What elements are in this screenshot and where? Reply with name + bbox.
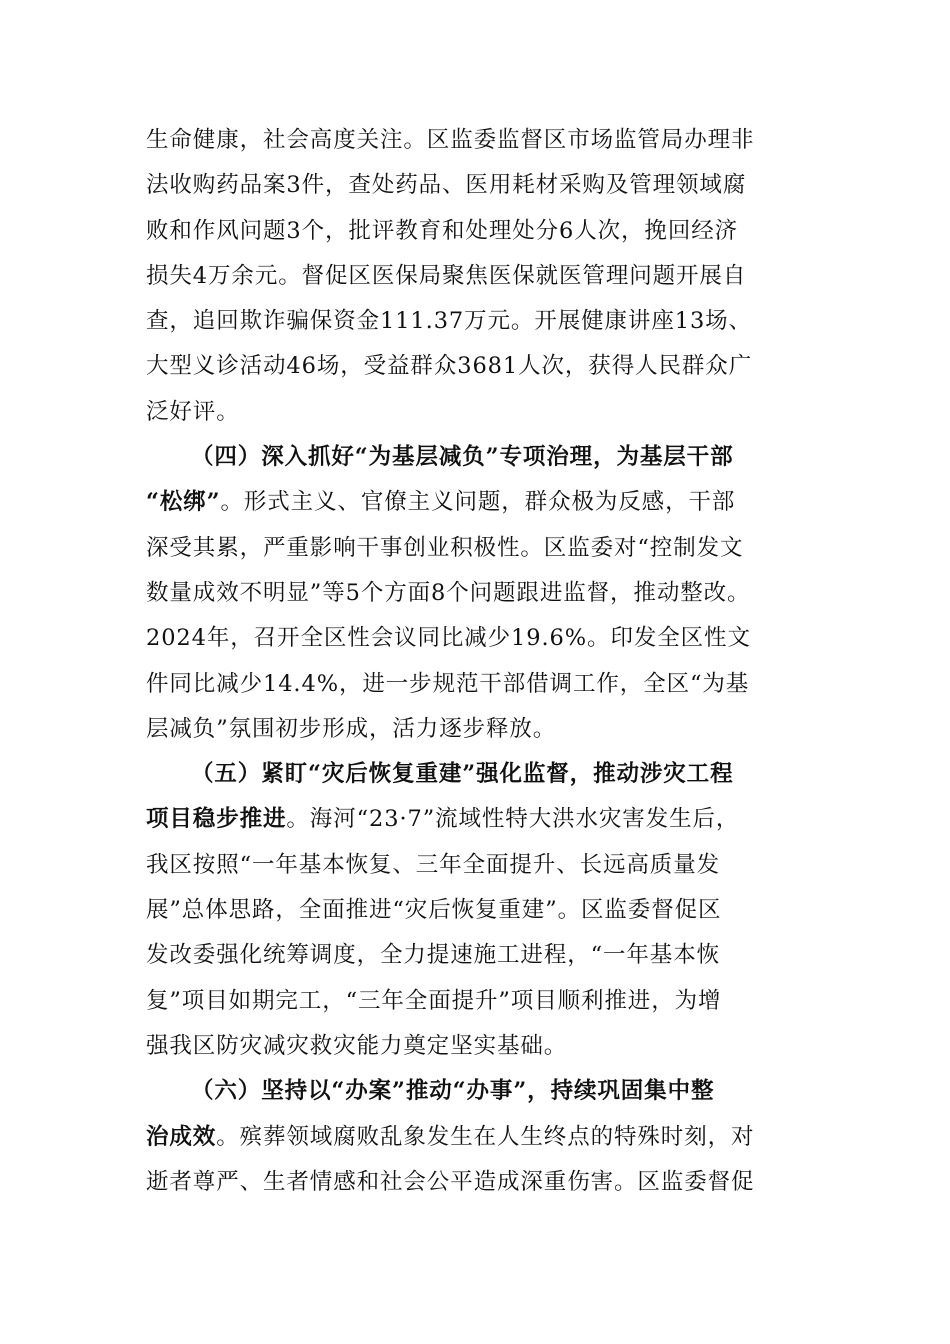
section-heading-tail: “松绑” [146,489,221,516]
text-line: 复”项目如期完工，“三年全面提升”项目顺利推进，为增 [146,987,722,1014]
text-span: 。海河“23·7”流域性特大洪水灾害发生后， [286,806,740,833]
text-line: 数量成效不明显”等5个方面8个问题跟进监督，推动整改。 [146,579,751,606]
text-line: 法收购药品案3件，查处药品、医用耗材采购及管理领域腐 [146,172,747,199]
text-line: 深受其累，严重影响干事创业积极性。区监委对“控制发文 [146,534,744,561]
section-heading-tail: 治成效 [146,1123,217,1150]
text-line [146,480,808,525]
text-line: 败和作风问题3个，批评教育和处理处分6人次，挽回经济 [146,217,739,244]
paragraph-section-4 [146,435,808,752]
section-heading: （四）深入抓好“为基层减负”专项治理，为基层干部 [191,444,734,471]
text-line [146,797,808,842]
text-line: 大型义诊活动46场，受益群众3681人次，获得人民群众广 [146,353,753,380]
text-line: 泛好评。 [146,398,240,425]
text-span: 。形式主义、官僚主义问题，群众极为反感，干部 [220,489,736,516]
text-line: 层减负”氛围初步形成，活力逐步释放。 [146,715,557,742]
section-heading-tail: 项目稳步推进 [146,806,287,833]
paragraph-health [146,118,808,435]
text-line: 我区按照“一年基本恢复、三年全面提升、长远高质量发 [146,851,721,878]
text-line: 件同比减少14.4%，进一步规范干部借调工作，全区“为基 [146,670,750,697]
text-line: 查，追回欺诈骗保资金111.37万元。开展健康讲座13场、 [146,308,752,335]
section-heading: （五）紧盯“灾后恢复重建”强化监督，推动涉灾工程 [191,761,734,788]
paragraph-section-6 [146,1069,808,1205]
document-body [146,118,808,1205]
text-line: 展”总体思路，全面推进“灾后恢复重建”。区监委督促区 [146,897,722,924]
paragraph-section-5 [146,752,808,1069]
text-span: 。殡葬领域腐败乱象发生在人生终点的特殊时刻，对 [216,1123,755,1150]
text-line: 发改委强化统筹调度，全力提速施工进程，“一年基本恢 [146,942,721,969]
text-line: 损失4万余元。督促区医保局聚焦医保就医管理问题开展自 [146,262,747,289]
section-heading: （六）坚持以“办案”推动“办事”，持续巩固集中整 [191,1078,715,1105]
text-line: 逝者尊严、生者情感和社会公平造成深重伤害。区监委督促 [146,1168,755,1195]
text-line: 生命健康，社会高度关注。区监委监督区市场监管局办理非 [146,127,755,153]
text-line: 强我区防灾减灾救灾能力奠定坚实基础。 [146,1032,568,1059]
text-line: 2024年，召开全区性会议同比减少19.6%。印发全区性文 [146,625,751,652]
text-line [146,1115,808,1160]
